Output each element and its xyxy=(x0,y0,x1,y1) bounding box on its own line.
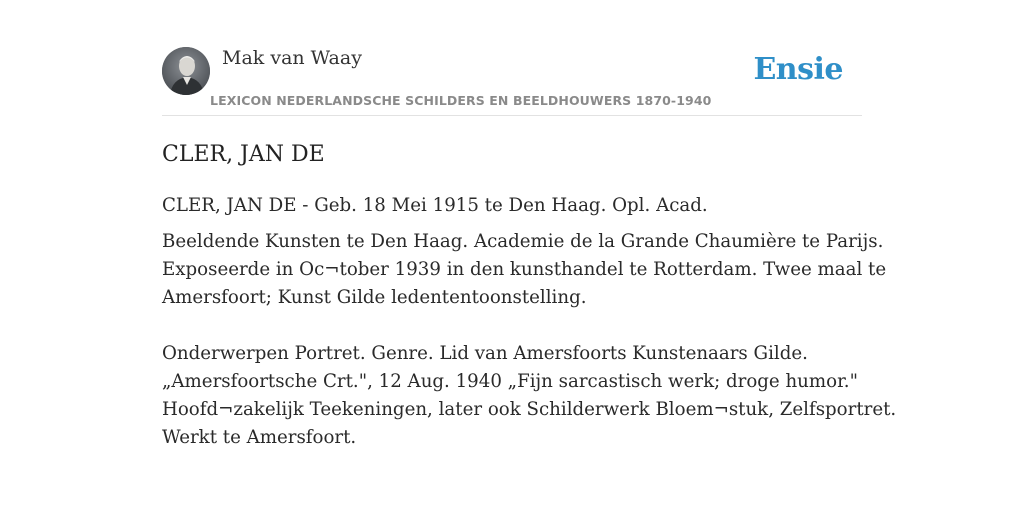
portrait-icon xyxy=(162,47,210,95)
lead-paragraph: CLER, JAN DE - Geb. 18 Mei 1915 te Den Haag. Opl. Acad. xyxy=(162,195,708,216)
article-body xyxy=(162,192,897,452)
body-line: Exposeerde in Oc¬tober 1939 in den kunsthandel te Rotterdam. Twee maal te xyxy=(162,259,887,280)
body-line: Amersfoort; Kunst Gilde ledententoonstelling. xyxy=(162,287,587,308)
body-line: Hoofd¬zakelijk Teekeningen, later ook Schilderwerk Bloem¬stuk, Zelfsportret. xyxy=(162,399,897,420)
page-title: CLER, JAN DE xyxy=(162,142,325,167)
brand-logo[interactable]: Ensie xyxy=(753,52,843,87)
spacer xyxy=(162,312,862,340)
source-label[interactable]: LEXICON NEDERLANDSCHE SCHILDERS EN BEELDHOUWERS 1870-1940 xyxy=(210,93,712,108)
body-line: Beeldende Kunsten te Den Haag. Academie de la Grande Chaumière te Parijs. xyxy=(162,231,884,252)
author-name[interactable]: Mak van Waay xyxy=(222,47,362,69)
body-line: „Amersfoortsche Crt.", 12 Aug. 1940 „Fijn sarcastisch werk; droge humor." xyxy=(162,371,858,392)
body-line: Werkt te Amersfoort. xyxy=(162,427,357,448)
author-avatar[interactable] xyxy=(162,47,210,95)
body-line: Onderwerpen Portret. Genre. Lid van Amersfoorts Kunstenaars Gilde. xyxy=(162,343,808,364)
spacer xyxy=(162,220,862,228)
header-divider xyxy=(162,115,862,116)
